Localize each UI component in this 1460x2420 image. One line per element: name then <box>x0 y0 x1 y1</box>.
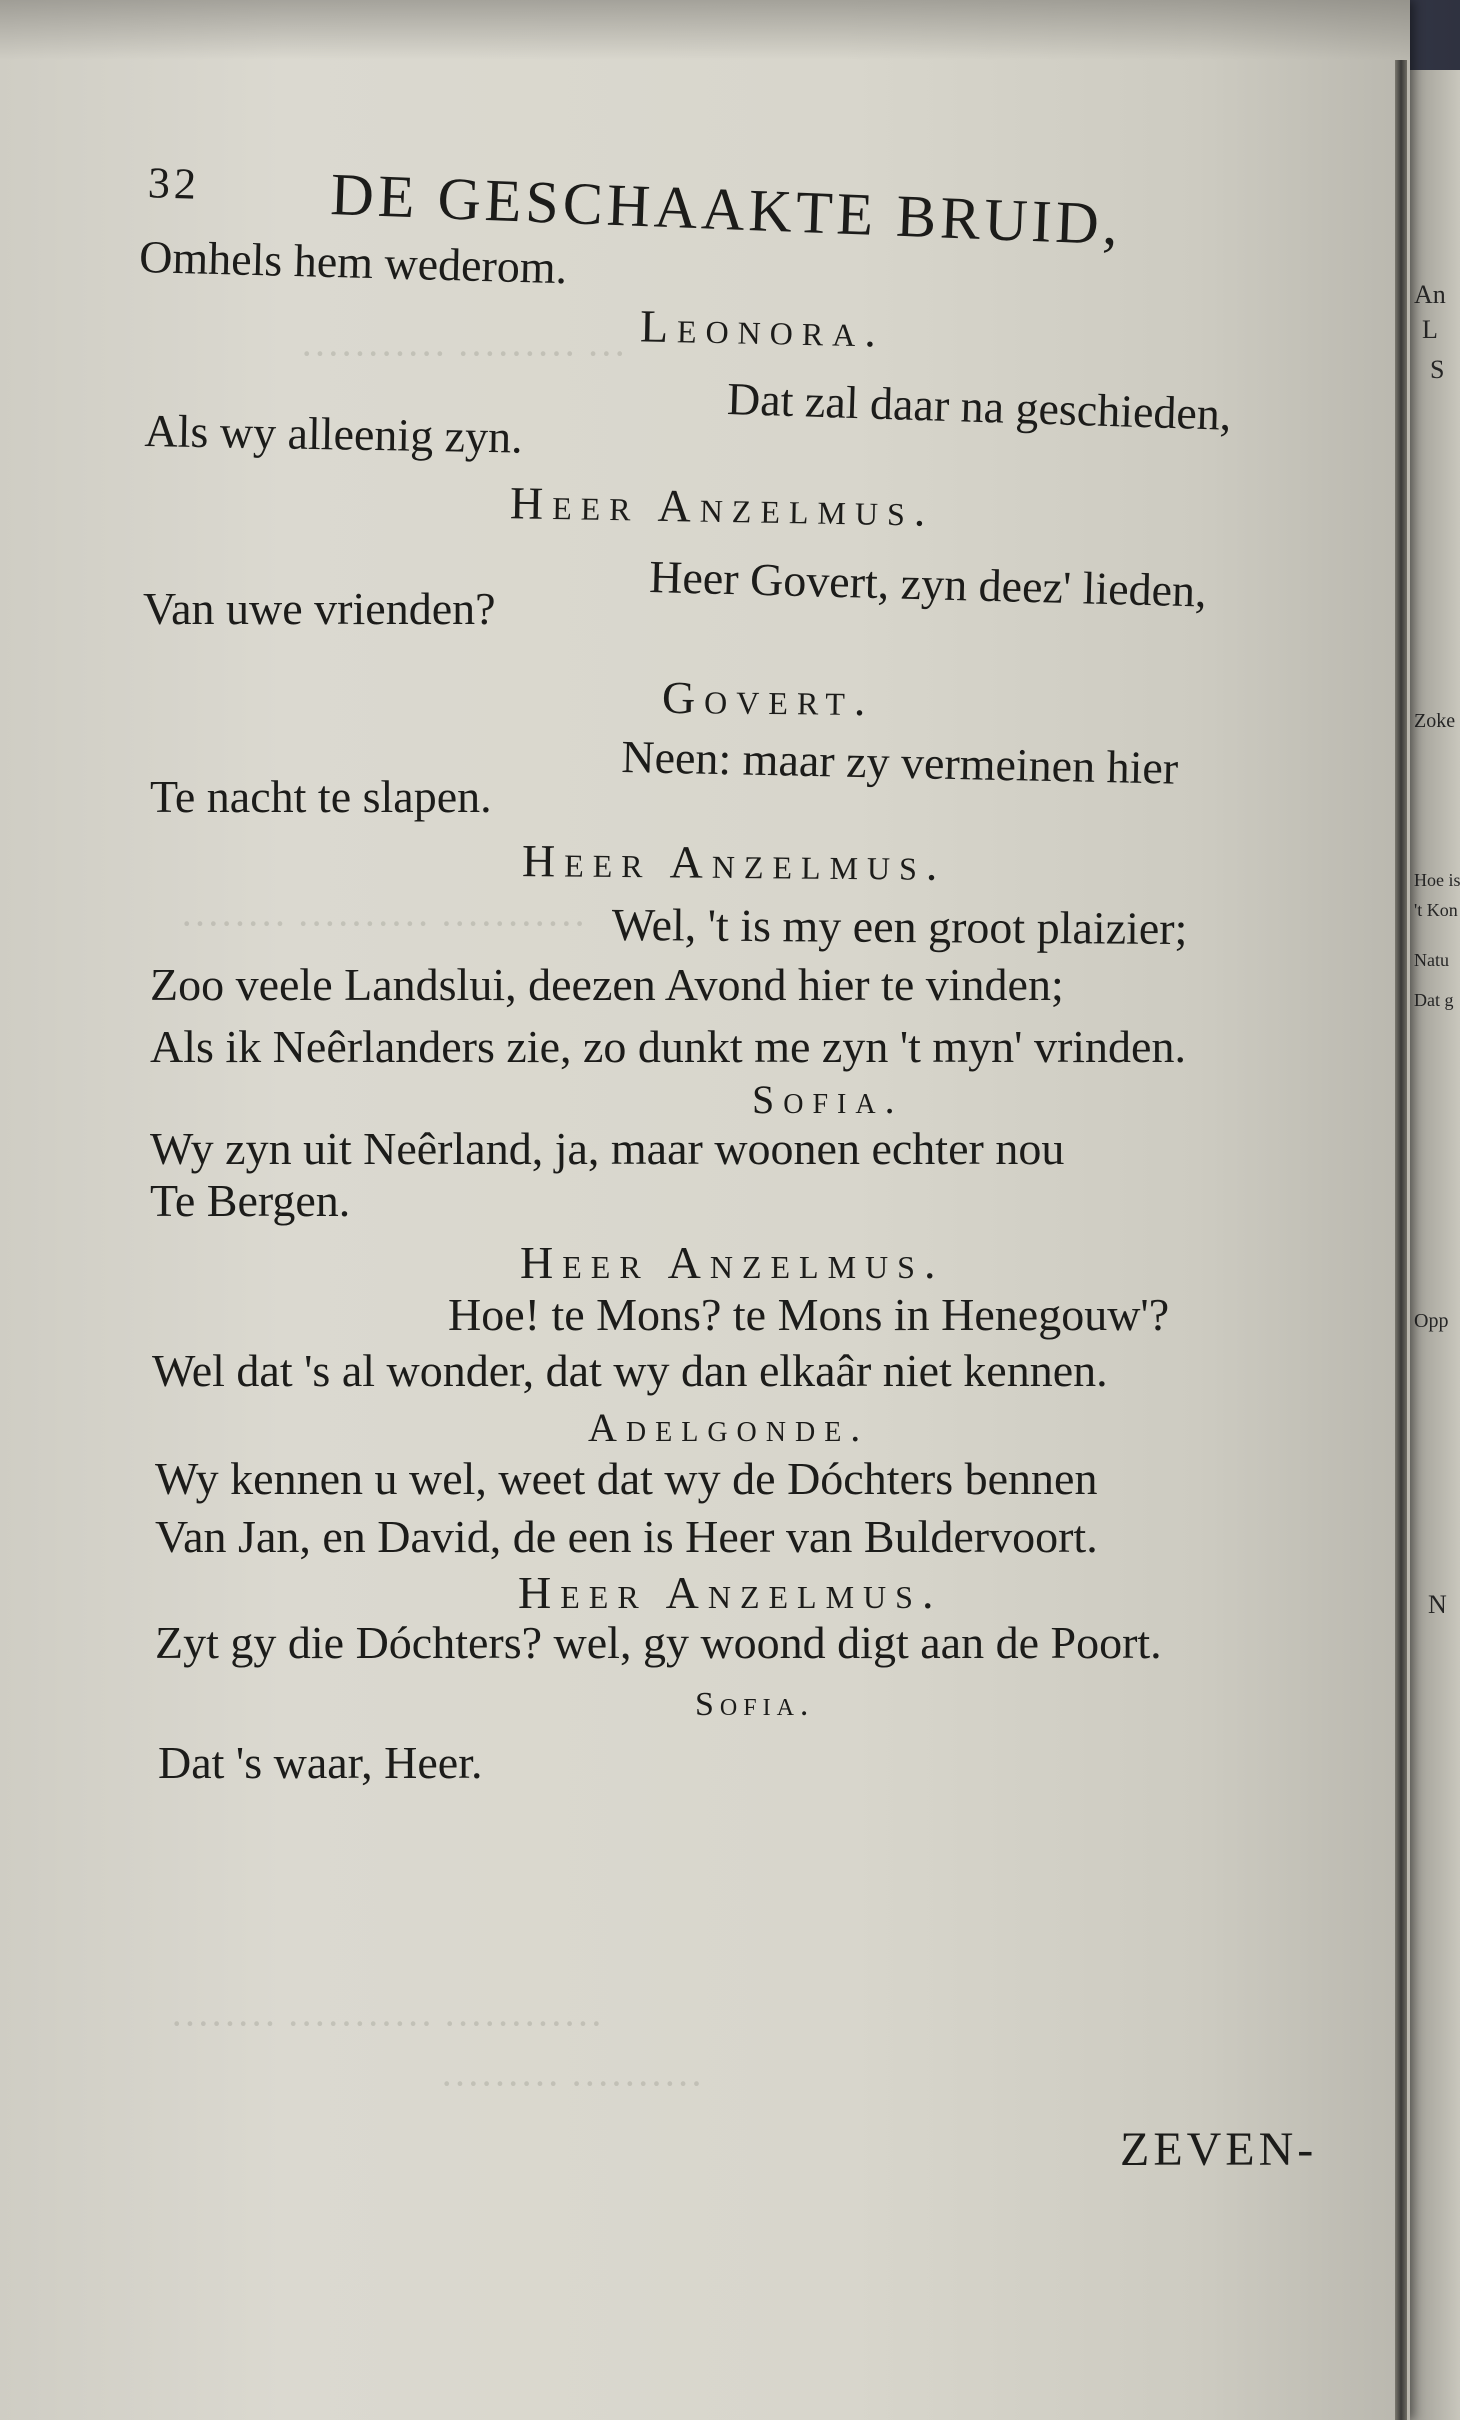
show-through: ·········· ········· <box>440 2061 704 2106</box>
verse-line: Hoe! te Mons? te Mons in Henegouw'? <box>448 1289 1170 1340</box>
speaker-name: Sofia. <box>695 1686 815 1723</box>
verse-line: Omhels hem wederom. <box>138 230 568 294</box>
verse-line: Dat zal daar na geschieden, <box>726 372 1233 440</box>
verse-line: Wy zyn uit Neêrland, ja, maar woonen echter nou <box>150 1123 1065 1174</box>
speaker-name: Heer Anzelmus. <box>518 1567 943 1618</box>
next-page-fragment: An <box>1414 280 1446 309</box>
running-title: DE GESCHAAKTE BRUID, <box>329 160 1124 258</box>
speaker-name: Adelgonde. <box>588 1405 870 1450</box>
verse-line: Zoo veele Landslui, deezen Avond hier te vinden; <box>150 959 1064 1010</box>
next-page-fragment: 't Kon <box>1414 900 1458 920</box>
verse-line: Wy kennen u wel, weet dat wy de Dóchters bennen <box>155 1453 1098 1504</box>
verse-line: Wel, 't is my een groot plaizier; <box>611 899 1188 955</box>
next-page-fragment: Natu <box>1414 950 1449 970</box>
verse-line: Van uwe vrienden? <box>143 583 496 634</box>
show-through: ··········· ·········· ········ <box>180 901 587 946</box>
show-through: ············ ··········· ········ <box>170 2001 603 2046</box>
next-page-fragment: Opp <box>1414 1310 1449 1332</box>
next-page-fragment: Hoe is <box>1414 870 1460 890</box>
page-number: 32 <box>147 158 201 209</box>
next-page-fragment: N <box>1428 1590 1447 1619</box>
speaker-name: Heer Anzelmus. <box>509 477 935 536</box>
speaker-name: Heer Anzelmus. <box>521 835 947 890</box>
next-page-edge <box>1408 70 1460 2420</box>
verse-line: Neen: maar zy vermeinen hier <box>620 730 1179 794</box>
verse-line: Als wy alleenig zyn. <box>144 404 524 463</box>
verse-line: Als ik Neêrlanders zie, zo dunkt me zyn 't myn' vrinden. <box>150 1021 1186 1072</box>
next-page-fragment: L <box>1422 315 1438 344</box>
next-page-fragment: S <box>1430 355 1445 384</box>
next-page-fragment: Dat g <box>1414 990 1454 1010</box>
speaker-name: Sofia. <box>752 1077 904 1122</box>
speaker-name: Leonora. <box>639 300 886 357</box>
verse-line: Dat 's waar, Heer. <box>158 1737 483 1788</box>
catchword: ZEVEN- <box>1120 2123 1318 2176</box>
page-shadow <box>0 0 1410 60</box>
speaker-name: Govert. <box>661 671 875 726</box>
verse-line: Heer Govert, zyn deez' lieden, <box>648 550 1208 617</box>
book-gutter <box>1395 60 1407 2420</box>
next-page-fragment: Zoke <box>1414 710 1456 732</box>
verse-line: Van Jan, en David, de een is Heer van Buldervoort. <box>155 1511 1098 1562</box>
speaker-name: Heer Anzelmus. <box>520 1237 945 1288</box>
verse-line: Wel dat 's al wonder, dat wy dan elkaâr niet kennen. <box>152 1345 1108 1396</box>
verse-line: Zyt gy die Dóchters? wel, gy woond digt aan de Poort. <box>155 1617 1162 1668</box>
verse-line: Te nacht te slapen. <box>150 771 492 822</box>
verse-line: Te Bergen. <box>150 1175 351 1226</box>
show-through: ··· ········· ··········· <box>300 331 627 376</box>
